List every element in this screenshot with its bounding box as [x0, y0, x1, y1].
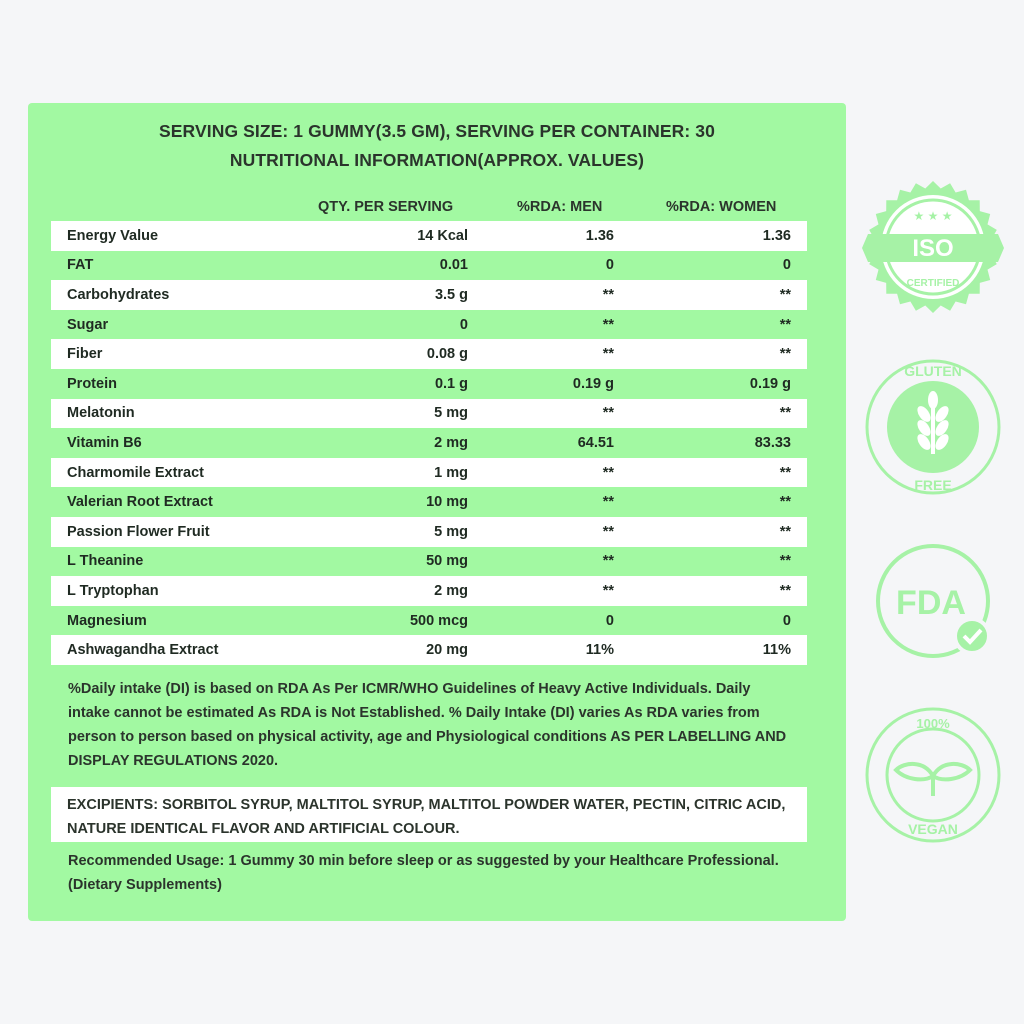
qty-cell: 2 mg	[434, 434, 468, 451]
rda-women-cell: **	[779, 316, 791, 333]
serving-size-title: SERVING SIZE: 1 GUMMY(3.5 GM), SERVING PER CONTAINER: 30	[159, 121, 715, 141]
rda-women-cell: 0	[782, 257, 791, 274]
qty-cell: 2 mg	[434, 582, 468, 599]
rda-men-cell: **	[602, 405, 614, 422]
nutrient-name: L Theanine	[67, 553, 144, 570]
nutrient-name: Carbohydrates	[67, 286, 170, 303]
nutrition-table	[51, 221, 807, 665]
iso-sub: CERTIFIED	[906, 278, 960, 289]
rda-men-cell: **	[602, 494, 614, 511]
qty-cell: 5 mg	[434, 405, 468, 422]
rda-men-cell: **	[602, 464, 614, 481]
qty-cell: 3.5 g	[434, 286, 468, 303]
rda-men-cell: 1.36	[585, 227, 614, 244]
qty-cell: 10 mg	[426, 494, 468, 511]
qty-cell: 14 Kcal	[417, 227, 468, 244]
vegan-top-text: 100%	[916, 716, 950, 731]
qty-cell: 20 mg	[426, 642, 468, 659]
rda-men-cell: **	[602, 523, 614, 540]
rda-women-cell: 83.33	[754, 434, 791, 451]
table-row	[51, 547, 807, 577]
vegan-badge-icon	[862, 704, 1004, 846]
recommended-usage: Recommended Usage: 1 Gummy 30 min before sleep or as suggested by your Healthcare Professional.(Dietary Supplements)	[68, 853, 779, 893]
nutrient-name: Sugar	[67, 316, 109, 333]
column-header-qty: QTY. PER SERVING	[318, 199, 454, 215]
leaves-icon	[896, 764, 970, 796]
table-row	[51, 369, 807, 399]
rda-women-cell: 1.36	[762, 227, 791, 244]
rda-men-cell: 11%	[585, 642, 614, 659]
rda-women-cell: **	[779, 582, 791, 599]
table-row	[51, 280, 807, 310]
rda-women-cell: **	[779, 494, 791, 511]
gluten-top-text: GLUTEN	[904, 363, 962, 379]
qty-cell: 500 mcg	[409, 612, 468, 629]
nutrient-name: Magnesium	[67, 612, 147, 629]
fda-word: FDA	[896, 584, 966, 622]
gluten-free-badge-icon	[862, 356, 1004, 498]
rda-women-cell: **	[779, 553, 791, 570]
rda-women-cell: **	[779, 464, 791, 481]
qty-cell: 0.1 g	[434, 375, 468, 392]
rda-men-cell: 0.19 g	[572, 375, 614, 392]
rda-women-cell: 0.19 g	[749, 375, 791, 392]
nutrient-name: Vitamin B6	[67, 434, 142, 451]
table-row	[51, 606, 807, 636]
rda-women-cell: **	[779, 523, 791, 540]
table-row	[51, 339, 807, 369]
table-row	[51, 458, 807, 488]
table-row	[51, 399, 807, 429]
rda-men-cell: **	[602, 286, 614, 303]
column-header-women: %RDA: WOMEN	[666, 199, 777, 215]
nutrient-name: Energy Value	[67, 227, 159, 244]
svg-text:★ ★ ★: ★ ★ ★	[913, 209, 953, 223]
nutrient-name: Fiber	[67, 346, 103, 363]
rda-men-cell: **	[602, 553, 614, 570]
rda-men-cell: **	[602, 316, 614, 333]
gluten-bottom-text: FREE	[914, 477, 952, 493]
qty-cell: 0.01	[439, 257, 468, 274]
nutrient-name: FAT	[67, 257, 94, 274]
nutrient-name: Charmomile Extract	[67, 464, 204, 481]
rda-men-cell: 0	[605, 612, 614, 629]
nutrient-name: L Tryptophan	[67, 582, 159, 599]
iso-certified-seal-icon	[862, 176, 1004, 318]
qty-cell: 50 mg	[426, 553, 468, 570]
rda-women-cell: **	[779, 405, 791, 422]
table-row	[51, 576, 807, 606]
nutrition-info-title: NUTRITIONAL INFORMATION(APPROX. VALUES)	[229, 150, 645, 170]
rda-men-cell: 64.51	[577, 434, 614, 451]
nutrient-name: Valerian Root Extract	[67, 494, 213, 511]
table-row	[51, 251, 807, 281]
daily-intake-note: %Daily intake (DI) is based on RDA As Per ICMR/WHO Guidelines of Heavy Active Individuals. Daily intake cannot be estimated As RDA is Not Established. % Daily Intake (DI) varies As RDA varies from person to person based on physical activity, age and Physiological conditions AS PER LABELLING AND DISPLAY REGULATIONS 2020.	[68, 681, 787, 769]
fda-check-icon	[862, 530, 1004, 672]
table-row	[51, 428, 807, 458]
vegan-bottom-text: VEGAN	[908, 821, 958, 837]
nutrition-panel	[28, 103, 846, 921]
rda-men-cell: **	[602, 582, 614, 599]
table-row	[51, 310, 807, 340]
rda-men-cell: **	[602, 346, 614, 363]
rda-women-cell: **	[779, 286, 791, 303]
nutrient-name: Passion Flower Fruit	[67, 523, 210, 540]
qty-cell: 1 mg	[434, 464, 468, 481]
table-row	[51, 221, 807, 251]
column-header-men: %RDA: MEN	[517, 199, 603, 215]
table-row	[51, 635, 807, 665]
qty-cell: 0.08 g	[426, 346, 468, 363]
excipients-text: EXCIPIENTS: SORBITOL SYRUP, MALTITOL SYRUP, MALTITOL POWDER WATER, PECTIN, CITRIC ACID, NATURE IDENTICAL FLAVOR AND ARTIFICIAL COLOUR.	[67, 797, 786, 837]
qty-cell: 5 mg	[434, 523, 468, 540]
rda-women-cell: 11%	[762, 642, 791, 659]
nutrient-name: Ashwagandha Extract	[67, 642, 219, 659]
qty-cell: 0	[459, 316, 468, 333]
rda-men-cell: 0	[605, 257, 614, 274]
nutrient-name: Protein	[67, 375, 117, 392]
table-row	[51, 517, 807, 547]
nutrient-name: Melatonin	[67, 405, 135, 422]
rda-women-cell: 0	[782, 612, 791, 629]
table-row	[51, 487, 807, 517]
excipients-box	[51, 787, 807, 842]
iso-word: ISO	[912, 235, 954, 262]
rda-women-cell: **	[779, 346, 791, 363]
